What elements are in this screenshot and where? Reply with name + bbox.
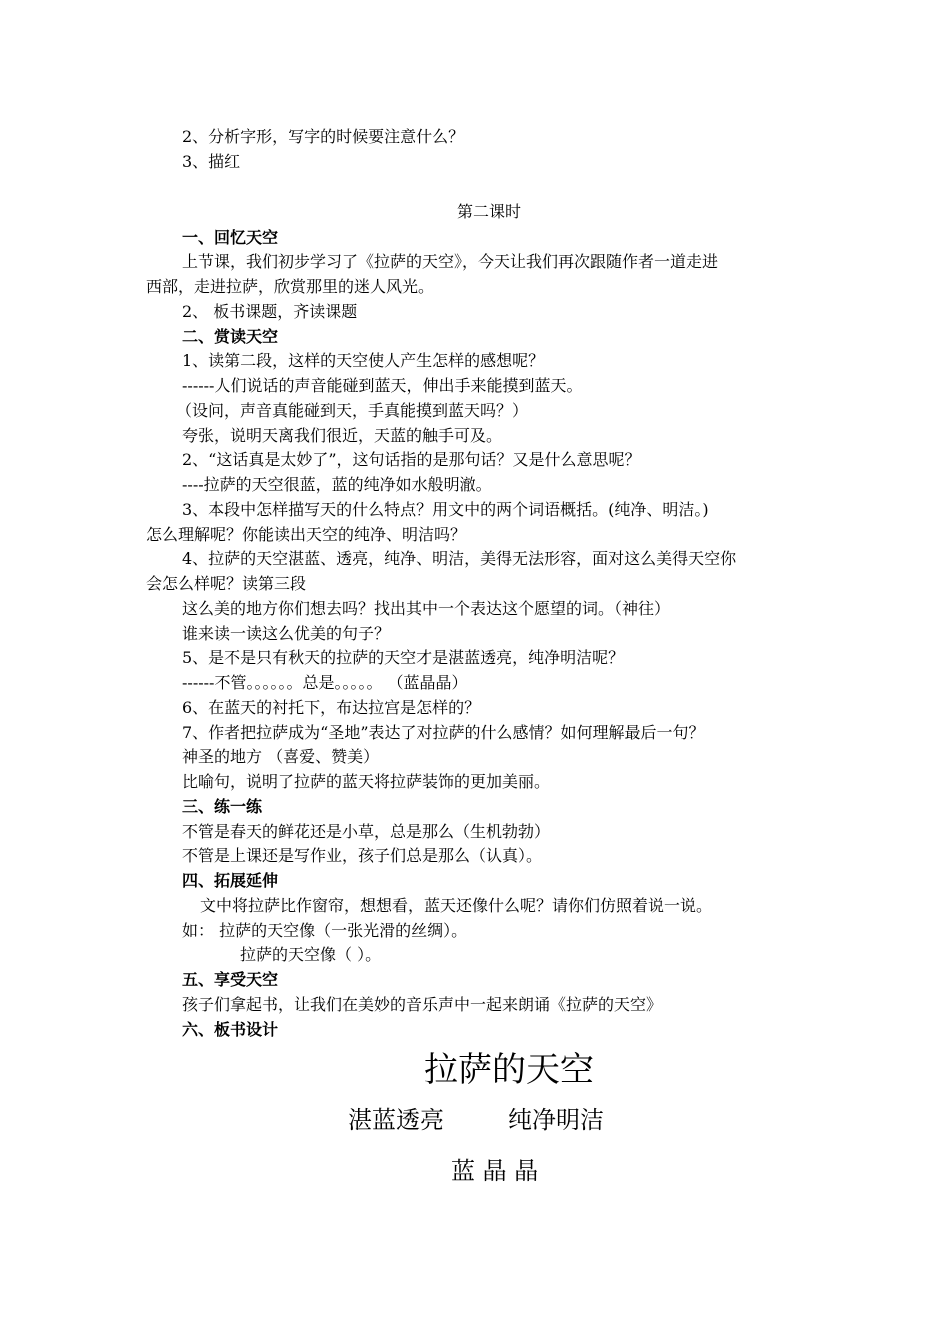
board-keyword: 蓝 晶 晶: [451, 1157, 539, 1185]
paragraph-line: 如： 拉萨的天空像（一张光滑的丝绸）。: [182, 921, 468, 940]
paragraph-line: 不管是上课还是写作业，孩子们总是那么（认真）。: [182, 846, 543, 865]
step-trace: 3、描红: [182, 152, 241, 171]
paragraph-line: 怎么理解呢？你能读出天空的纯净、明洁吗？: [146, 525, 467, 544]
paragraph-line: 2、 板书课题，齐读课题: [182, 302, 358, 321]
paragraph-line: 文中将拉萨比作窗帘，想想看，蓝天还像什么呢？请你们仿照着说一说。: [200, 896, 713, 915]
paragraph-line: 1、读第二段，这样的天空使人产生怎样的感想呢？: [182, 351, 545, 370]
paragraph-line: 3、本段中怎样描写天的什么特点？用文中的两个词语概括。(纯净、明洁。): [182, 500, 709, 519]
paragraph-line: 神圣的地方 （喜爱、赞美）: [182, 747, 380, 766]
paragraph-line: 上节课，我们初步学习了《拉萨的天空》，今天让我们再次跟随作者一道走进: [182, 252, 719, 271]
section-heading-extend: 四、拓展延伸: [182, 871, 279, 890]
paragraph-line: 这么美的地方你们想去吗？找出其中一个表达这个愿望的词。（神往）: [182, 599, 671, 618]
section-heading-practice: 三、练一练: [182, 797, 263, 816]
paragraph-line: 会怎么样呢？读第三段: [146, 574, 307, 593]
step-analyze-glyphs: 2、分析字形，写字的时候要注意什么？: [182, 127, 465, 146]
paragraph-line: 西部，走进拉萨，欣赏那里的迷人风光。: [146, 277, 435, 296]
paragraph-line: ----拉萨的天空很蓝，蓝的纯净如水般明澈。: [182, 475, 492, 494]
section-heading-enjoy: 五、享受天空: [182, 970, 279, 989]
paragraph-line: ------不管。。。。。。总是。。。。。 （蓝晶晶）: [182, 673, 468, 692]
section-heading-board: 六、板书设计: [182, 1020, 279, 1039]
paragraph-line: 4、拉萨的天空湛蓝、透亮，纯净、明洁，美得无法形容，面对这么美得天空你: [182, 549, 737, 568]
paragraph-line: 夸张，说明天离我们很近，天蓝的触手可及。: [182, 426, 503, 445]
paragraph-line: 不管是春天的鲜花还是小草，总是那么（生机勃勃）: [182, 822, 551, 841]
board-phrase-left: 湛蓝透亮: [348, 1106, 444, 1134]
paragraph-line: 孩子们拿起书，让我们在美妙的音乐声中一起来朗诵《拉萨的天空》: [182, 995, 663, 1014]
paragraph-line: （设问，声音真能碰到天，手真能摸到蓝天吗？）: [176, 401, 529, 420]
paragraph-line: 比喻句，说明了拉萨的蓝天将拉萨装饰的更加美丽。: [182, 772, 551, 791]
paragraph-line: ------人们说话的声音能碰到蓝天，伸出手来能摸到蓝天。: [182, 376, 583, 395]
paragraph-line: 5、是不是只有秋天的拉萨的天空才是湛蓝透亮，纯净明洁呢？: [182, 648, 625, 667]
section-heading-appreciate: 二、赏读天空: [182, 327, 279, 346]
paragraph-line: 谁来读一读这么优美的句子？: [182, 624, 391, 643]
paragraph-line: 拉萨的天空像（ ）。: [240, 945, 382, 964]
paragraph-line: 7、作者把拉萨成为“圣地”表达了对拉萨的什么感情？如何理解最后一句？: [182, 723, 705, 742]
lesson-heading: 第二课时: [457, 202, 522, 221]
board-title: 拉萨的天空: [424, 1050, 594, 1090]
section-heading-recall: 一、回忆天空: [182, 228, 279, 247]
board-phrase-right: 纯净明洁: [508, 1106, 604, 1134]
paragraph-line: 2、“这话真是太妙了”，这句话指的是那句话？又是什么意思呢？: [182, 450, 641, 469]
paragraph-line: 6、在蓝天的衬托下，布达拉宫是怎样的？: [182, 698, 481, 717]
